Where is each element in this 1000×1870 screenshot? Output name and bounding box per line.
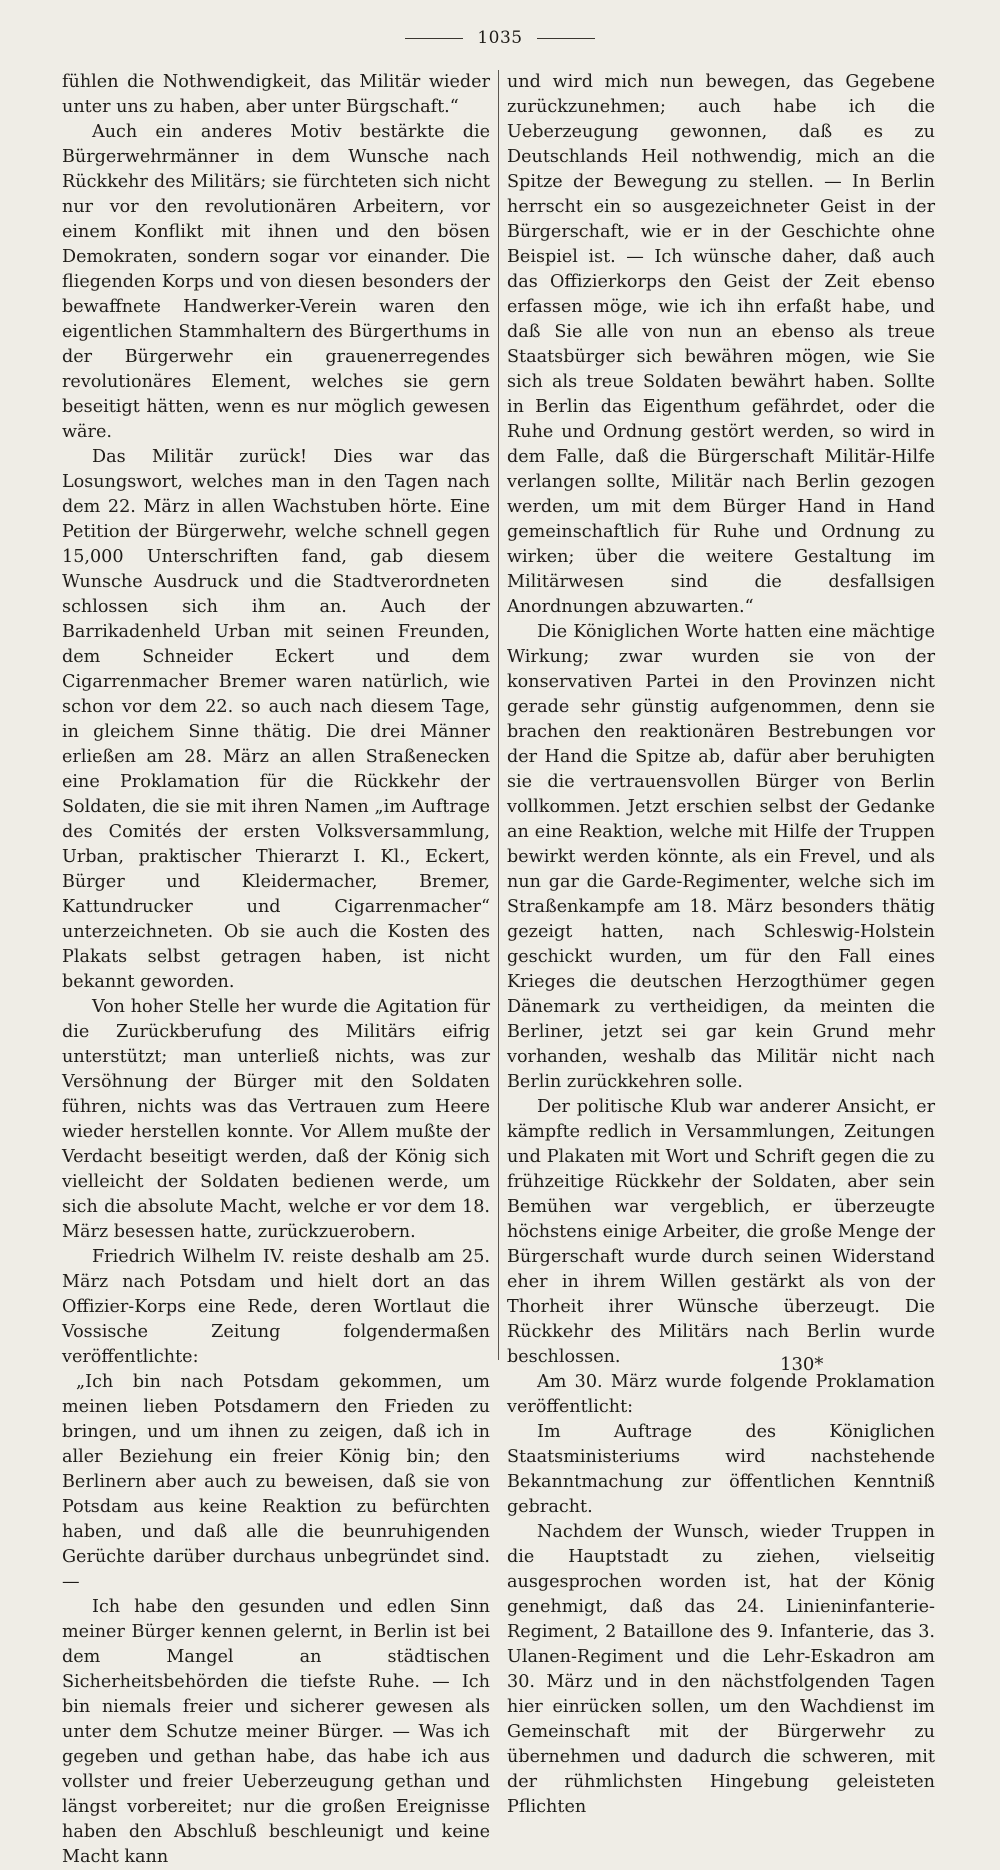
- paragraph: Auch ein anderes Motiv bestärkte die Bürgerwehrmänner in dem Wunsche nach Rückkehr des Militärs; sie fürchteten sich nicht nur vor den revolutionären Arbeitern, vor einem Konflikt mit ihnen und den bösen Demokraten, sondern sogar vor einander. Die fliegenden Korps und von diesen besonders der bewaffnete Handwerker-Verein waren den eigentlichen Stammhaltern des Bürgerthums in der Bürgerwehr ein grauenerregendes revolutionäres Element, welches sie gern beseitigt hätten, wenn es nur möglich gewesen wäre.: [62, 122, 490, 442]
- paragraph: Von hoher Stelle her wurde die Agitation für die Zurückberufung des Militärs eifrig unterstützt; man unterließ nichts, was zur Versöhnung der Bürger mit den Soldaten führen, nichts was das Vertrauen zum Heere wieder herstellen konnte. Vor Allem mußte der Verdacht beseitigt werden, daß der König sich vielleicht der Soldaten bedienen werde, um sich die absolute Macht, welche er vor dem 18. März besessen hatte, zurückzuerobern.: [62, 997, 490, 1242]
- column-divider: [498, 70, 499, 1360]
- paragraph: Das Militär zurück! Dies war das Losungswort, welches man in den Tagen nach dem 22. März in allen Wachstuben hörte. Eine Petition der Bürgerwehr, welche schnell gegen 15,000 Unterschriften fand, gab diesem Wunsche Ausdruck und die Stadtverordneten schlossen sich ihm an. Auch der Barrikadenheld Urban mit seinen Freunden, dem Schneider Eckert und dem Cigarrenmacher Bremer waren natürlich, wie schon vor dem 22. so auch nach diesem Tage, in gleichem Sinne thätig. Die drei Männer erließen am 28. März an allen Straßenecken eine Proklamation für die Rückkehr der Soldaten, die sie mit ihren Namen „im Auftrage des Comités der ersten Volksversammlung, Urban, praktischer Thierarzt I. Kl., Eckert, Bürger und Kleidermacher, Bremer, Kattundrucker und Cigarrenmacher“ unterzeichneten. Ob sie auch die Kosten des Plakats selbst getragen haben, ist nicht bekannt geworden.: [62, 447, 490, 992]
- paragraph: fühlen die Nothwendigkeit, das Militär wieder unter uns zu haben, aber unter Bürgschaft.“: [62, 72, 490, 117]
- signature-mark: 130*: [780, 1354, 824, 1375]
- paragraph: Friedrich Wilhelm IV. reiste deshalb am 25. März nach Potsdam und hielt dort an das Offizier-Korps eine Rede, deren Wortlaut die Vossische Zeitung folgendermaßen veröffentlichte:: [62, 1247, 490, 1367]
- header-rule-left: [405, 38, 463, 39]
- quote-paragraph: Ich habe den gesunden und edlen Sinn meiner Bürger kennen gelernt, in Berlin ist bei dem Mangel an städtischen Sicherheitsbehörden die tiefste Ruhe. — Ich bin niemals freier und sicherer gewesen als unter dem Schutze meiner Bürger. — Was ich gegeben und gethan habe, das habe ich aus vollster und freier Ueberzeugung gethan und längst vorbereitet; nur die großen Ereignisse haben den Abschluß beschleunigt und keine Macht kann: [62, 1597, 490, 1867]
- quote-paragraph: und wird mich nun bewegen, das Gegebene zurückzunehmen; auch habe ich die Ueberzeugung gewonnen, daß es zu Deutschlands Heil nothwendig, mich an die Spitze der Bewegung zu stellen. — In Berlin herrscht ein so ausgezeichneter Geist in der Bürgerschaft, wie er in der Geschichte ohne Beispiel ist. — Ich wünsche daher, daß auch das Offizierkorps den Geist der Zeit ebenso erfassen möge, wie ich ihn erfaßt habe, und daß Sie alle von nun an ebenso als treue Staatsbürger sich bewähren mögen, wie Sie sich als treue Soldaten bewährt haben. Sollte in Berlin das Eigenthum gefährdet, oder die Ruhe und Ordnung gestört werden, so wird in dem Falle, daß die Bürgerschaft Militär-Hilfe verlangen sollte, Militär nach Berlin gezogen werden, um mit dem Bürger Hand in Hand gemeinschaftlich für Ruhe und Ordnung zu wirken; über die weitere Gestaltung im Militärwesen sind die desfallsigen Anordnungen abzuwarten.“: [507, 72, 935, 617]
- page-header: [0, 28, 1000, 48]
- paragraph: Der politische Klub war anderer Ansicht, er kämpfte redlich in Versammlungen, Zeitungen und Plakaten mit Wort und Schrift gegen die zu frühzeitige Rückkehr der Soldaten, aber sein Bemühen war vergeblich, er überzeugte höchstens einige Arbeiter, die große Menge der Bürgerschaft wurde durch seinen Widerstand eher in ihrem Willen gestärkt als von der Thorheit ihrer Wünsche überzeugt. Die Rückkehr des Militärs nach Berlin wurde beschlossen.: [507, 1097, 935, 1367]
- proclamation-paragraph: Im Auftrage des Königlichen Staatsministeriums wird nachstehende Bekanntmachung zur öffentlichen Kenntniß gebracht.: [507, 1422, 935, 1517]
- page-number: 1035: [477, 28, 523, 48]
- quote-paragraph: „Ich bin nach Potsdam gekommen, um meinen lieben Potsdamern den Frieden zu bringen, und um ihnen zu zeigen, daß ich in aller Beziehung ein freier König bin; den Berlinern aber auch zu beweisen, daß sie von Potsdam aus keine Reaktion zu befürchten haben, und daß alle die beunruhigenden Gerüchte darüber durchaus unbegründet sind. —: [62, 1372, 490, 1592]
- paragraph: Die Königlichen Worte hatten eine mächtige Wirkung; zwar wurden sie von der konservativen Partei in den Provinzen nicht gerade sehr günstig aufgenommen, denn sie brachen den reaktionären Bestrebungen vor der Hand die Spitze ab, dafür aber beruhigten sie die vertrauensvollen Bürger von Berlin vollkommen. Jetzt erschien selbst der Gedanke an eine Reaktion, welche mit Hilfe der Truppen bewirkt werden könnte, als ein Frevel, und als nun gar die Garde-Regimenter, welche sich im Straßenkampfe am 18. März besonders thätig gezeigt hatten, nach Schleswig-Holstein geschickt wurden, um für den Fall eines Krieges die deutschen Herzogthümer gegen Dänemark zu vertheidigen, da meinten die Berliner, jetzt sei gar kein Grund mehr vorhanden, weshalb das Militär nicht nach Berlin zurückkehren solle.: [507, 622, 935, 1092]
- proclamation-paragraph: Nachdem der Wunsch, wieder Truppen in die Hauptstadt zu ziehen, vielseitig ausgesprochen worden ist, hat der König genehmigt, daß das 24. Linieninfanterie-Regiment, 2 Bataillone des 9. Infanterie, das 3. Ulanen-Regiment und die Lehr-Eskadron am 30. März und in den nächstfolgenden Tagen hier einrücken sollen, um den Wachdienst im Gemeinschaft mit der Bürgerwehr zu übernehmen und dadurch die schweren, mit der rühmlichsten Hingebung geleisteten Pflichten: [507, 1522, 935, 1817]
- right-column: [507, 70, 935, 1820]
- paragraph: Am 30. März wurde folgende Proklamation veröffentlicht:: [507, 1372, 935, 1417]
- left-column: [62, 70, 490, 1870]
- header-rule-right: [537, 38, 595, 39]
